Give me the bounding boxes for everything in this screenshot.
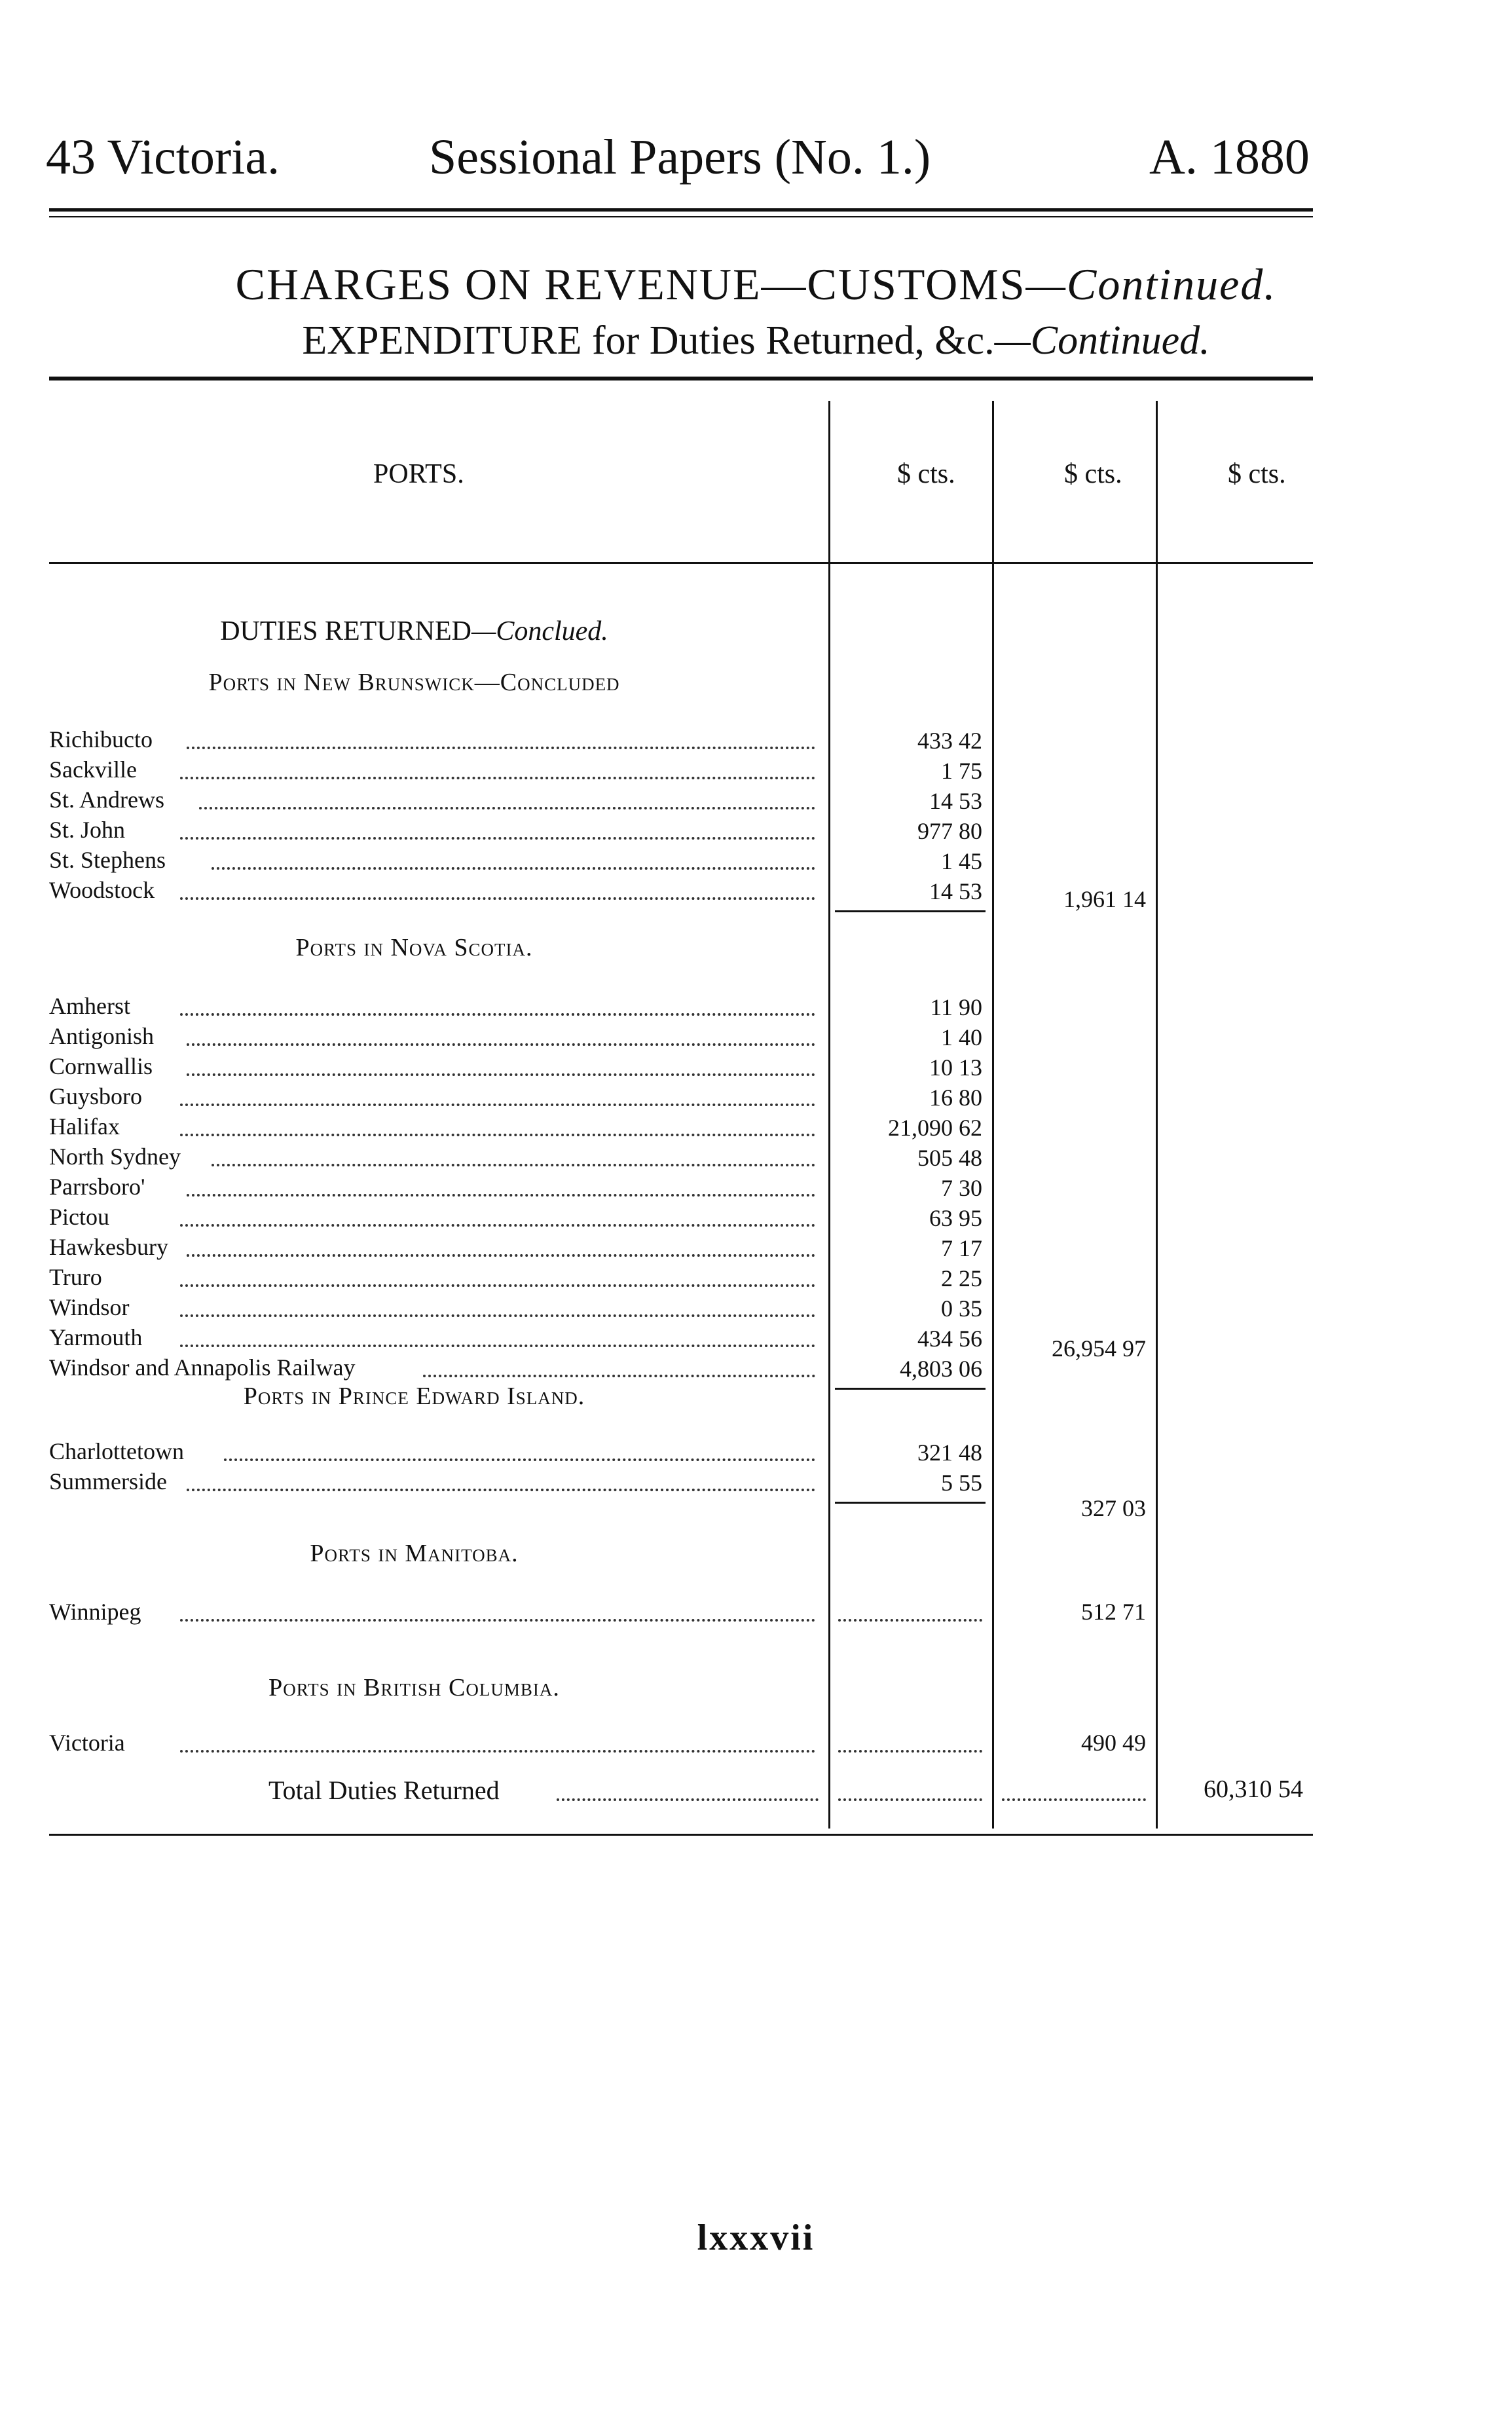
leader-dots [187, 747, 815, 749]
port-amount: 63 95 [929, 1205, 982, 1231]
page-subtitle [0, 318, 1512, 364]
subtotal-rule [835, 1388, 986, 1390]
port-amount: 10 13 [929, 1054, 982, 1081]
port-row [0, 816, 1512, 846]
port-amount: 14 53 [929, 788, 982, 814]
total-amount: 60,310 54 [1204, 1775, 1303, 1803]
leader-dots [187, 1073, 815, 1076]
leader-dots [199, 807, 815, 809]
page-number: lxxxvii [697, 2218, 815, 2258]
leader-dots [187, 1254, 815, 1257]
port-name: Truro [49, 1264, 102, 1290]
port-row [0, 726, 1512, 756]
group-subtotal: 490 49 [1081, 1730, 1146, 1756]
total-dots-col1 [838, 1798, 982, 1801]
port-name: Richibucto [49, 726, 153, 752]
port-name: Cornwallis [49, 1053, 153, 1079]
port-amount: 4,803 06 [900, 1356, 982, 1382]
port-amount: 14 53 [929, 878, 982, 904]
port-amount: 433 42 [917, 728, 982, 754]
leader-dots [187, 1043, 815, 1046]
port-row [0, 1233, 1512, 1263]
port-amount: 434 56 [917, 1326, 982, 1352]
port-amount: 5 55 [941, 1470, 982, 1496]
port-name: Victoria [49, 1730, 125, 1756]
port-name: Hawkesbury [49, 1234, 168, 1260]
col-head-2: $ cts. [1064, 459, 1122, 489]
leader-dots [180, 1104, 815, 1106]
total-dots-col2 [1002, 1798, 1146, 1801]
port-name: Halifax [49, 1113, 120, 1140]
subtotal-rule [835, 1502, 986, 1504]
group-title: Ports in Manitoba. [310, 1540, 519, 1567]
port-amount: 0 35 [941, 1295, 982, 1322]
port-amount: 7 17 [941, 1235, 982, 1261]
port-row [0, 846, 1512, 876]
port-row [0, 1438, 1512, 1468]
port-row [0, 1203, 1512, 1233]
header-volume: 43 Victoria. [46, 130, 280, 185]
port-row [0, 756, 1512, 786]
leader-dots [212, 867, 815, 870]
page-title [0, 259, 1512, 310]
title-main: CHARGES ON REVENUE—CUSTOMS [235, 259, 1026, 309]
table-bottom-rule [49, 1834, 1313, 1836]
leader-dots [187, 1194, 815, 1197]
title-rule [49, 377, 1313, 381]
port-amount: 7 30 [941, 1175, 982, 1201]
group-subtotal: 1,961 14 [1063, 886, 1146, 912]
port-amount: 1 75 [941, 758, 982, 784]
port-row [0, 1113, 1512, 1143]
port-amount: 2 25 [941, 1265, 982, 1291]
port-name: Winnipeg [49, 1599, 141, 1625]
section-title-suffix: —Conclued. [471, 616, 608, 646]
port-name: Guysboro [49, 1083, 142, 1109]
port-name: Windsor [49, 1294, 130, 1320]
leader-dots [212, 1164, 815, 1166]
port-name: Woodstock [49, 877, 155, 903]
leader-dots [180, 1013, 815, 1016]
leader-dots [180, 1314, 815, 1317]
leader-dots-col1 [838, 1619, 982, 1622]
port-row [0, 1143, 1512, 1173]
col-head-rule [49, 562, 1313, 564]
subtotal-rule [835, 910, 986, 912]
group-subtotal: 512 71 [1081, 1599, 1146, 1625]
col-head-ports: PORTS. [373, 459, 464, 489]
group-title: Ports in Prince Edward Island. [243, 1383, 585, 1410]
total-label: Total Duties Returned [268, 1775, 500, 1805]
port-name: Yarmouth [49, 1324, 143, 1350]
port-amount: 1 40 [941, 1024, 982, 1050]
total-row [0, 1775, 1512, 1805]
group-subtotal: 26,954 97 [1052, 1335, 1146, 1362]
port-row [0, 876, 1512, 906]
port-row [0, 1324, 1512, 1354]
port-amount: 505 48 [917, 1145, 982, 1171]
header-year: A. 1880 [1149, 130, 1310, 185]
port-amount: 16 80 [929, 1085, 982, 1111]
port-name: St. John [49, 817, 126, 843]
port-row [0, 1052, 1512, 1083]
port-name: Sackville [49, 756, 137, 783]
subtitle-main: EXPENDITURE for Duties Returned, &c. [302, 318, 995, 363]
port-row [0, 1173, 1512, 1203]
leader-dots [180, 837, 815, 840]
section-title [0, 616, 828, 647]
port-row [0, 1729, 1512, 1759]
port-row [0, 1354, 1512, 1384]
group-title: Ports in New Brunswick—Concluded [208, 669, 620, 696]
leader-dots [423, 1375, 815, 1377]
leader-dots [187, 1489, 815, 1491]
port-row [0, 1022, 1512, 1052]
leader-dots [180, 1750, 815, 1753]
port-row [0, 992, 1512, 1022]
port-amount: 1 45 [941, 848, 982, 874]
port-row [0, 1468, 1512, 1498]
group-subtotal: 327 03 [1081, 1495, 1146, 1521]
leader-dots [180, 777, 815, 779]
port-name: Summerside [49, 1468, 167, 1495]
total-dots [557, 1798, 819, 1801]
port-row [0, 1598, 1512, 1628]
port-amount: 11 90 [930, 994, 982, 1020]
col-head-3: $ cts. [1228, 459, 1286, 489]
leader-dots [224, 1458, 815, 1461]
port-row [0, 1263, 1512, 1293]
header-sessional-papers: Sessional Papers (No. 1.) [429, 130, 931, 185]
port-amount: 321 48 [917, 1439, 982, 1466]
leader-dots [180, 897, 815, 900]
port-name: Parrsboro' [49, 1174, 145, 1200]
port-amount: 21,090 62 [888, 1115, 982, 1141]
group-title: Ports in British Columbia. [268, 1674, 560, 1701]
header-rule [49, 208, 1313, 212]
port-row [0, 786, 1512, 816]
header-rule-thin [49, 216, 1313, 217]
title-suffix: —Continued. [1025, 259, 1277, 309]
group-title: Ports in Nova Scotia. [295, 934, 533, 961]
port-row [0, 1083, 1512, 1113]
leader-dots-col1 [838, 1750, 982, 1753]
port-row [0, 1293, 1512, 1324]
port-amount: 977 80 [917, 818, 982, 844]
leader-dots [180, 1619, 815, 1622]
leader-dots [180, 1134, 815, 1136]
port-name: Antigonish [49, 1023, 155, 1049]
port-name: Windsor and Annapolis Railway [49, 1354, 356, 1381]
port-name: Amherst [49, 993, 130, 1019]
port-name: North Sydney [49, 1143, 181, 1170]
section-title-main: DUTIES RETURNED [220, 616, 471, 646]
subtitle-suffix: —Continued. [994, 318, 1210, 363]
leader-dots [180, 1224, 815, 1227]
leader-dots [180, 1345, 815, 1347]
col-head-1: $ cts. [897, 459, 955, 489]
port-name: St. Andrews [49, 787, 165, 813]
port-name: Pictou [49, 1204, 110, 1230]
port-name: St. Stephens [49, 847, 166, 873]
port-name: Charlottetown [49, 1438, 184, 1464]
leader-dots [180, 1284, 815, 1287]
